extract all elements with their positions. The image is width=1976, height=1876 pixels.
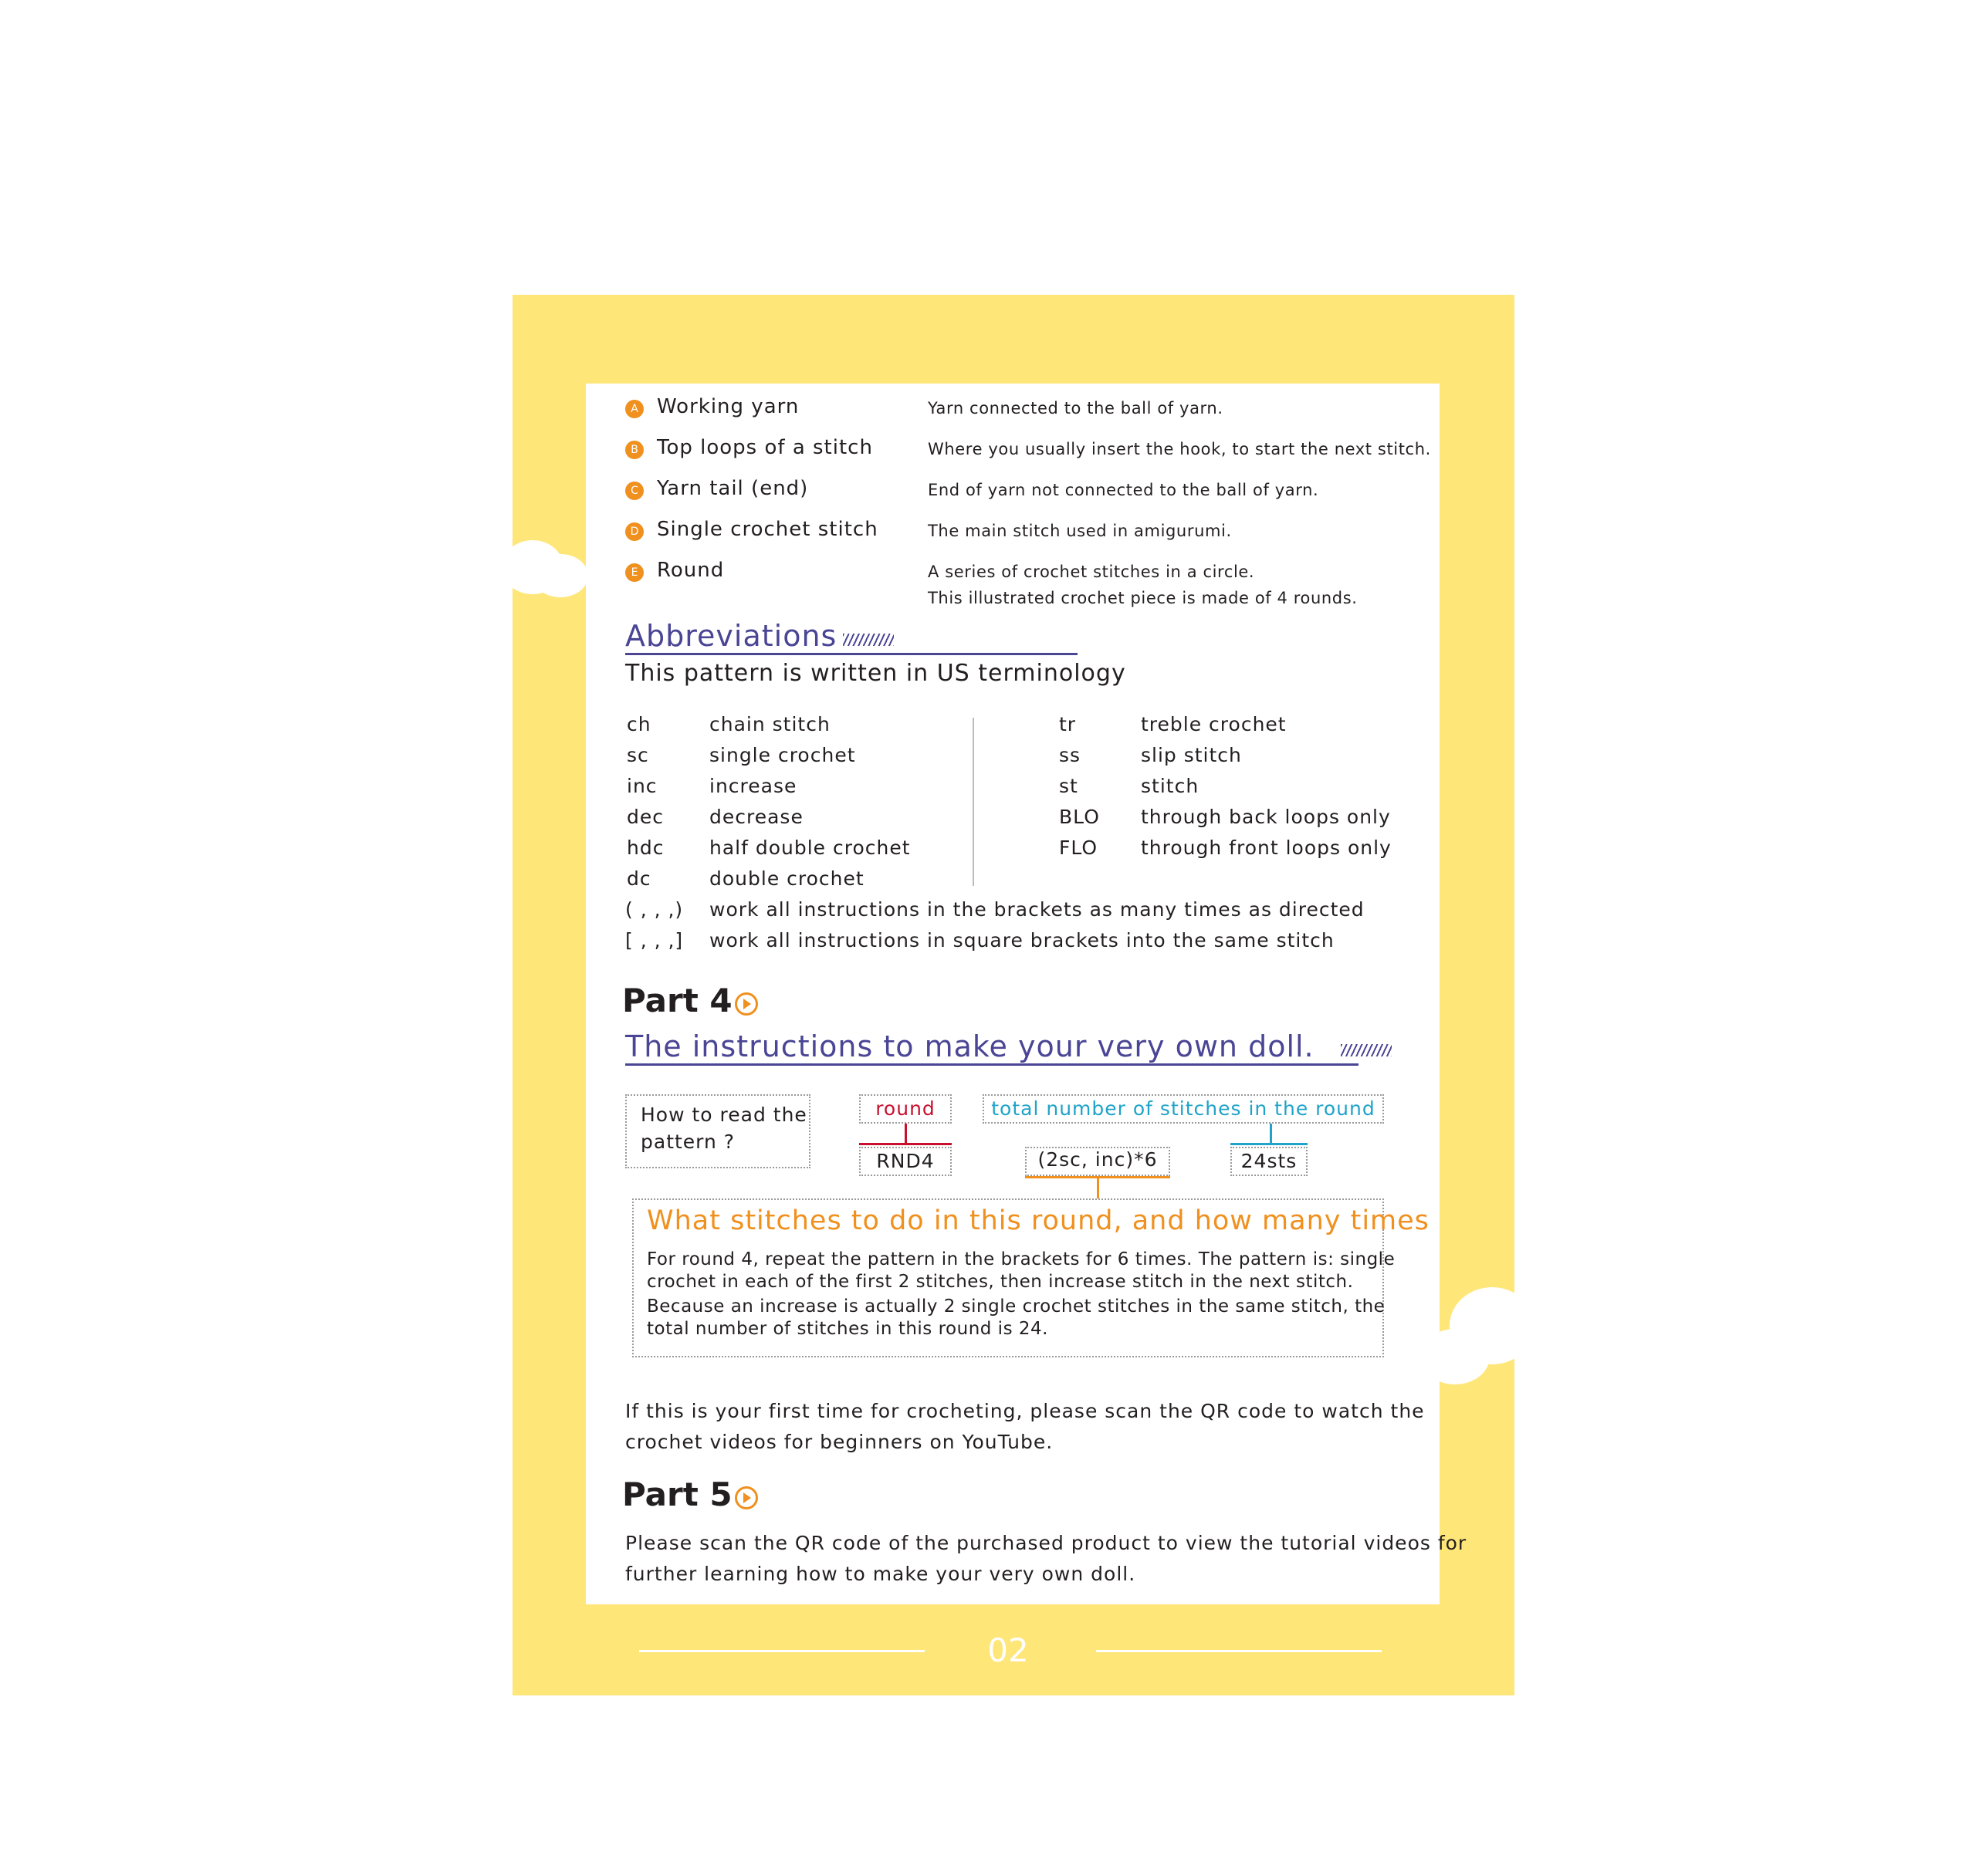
sts-value: 24sts — [1240, 1150, 1298, 1172]
abbr-code: ss — [1059, 744, 1081, 766]
badge-d-icon: D — [625, 522, 644, 541]
abbr-meaning: chain stitch — [709, 713, 831, 735]
abbr-meaning: decrease — [709, 806, 804, 828]
round-label: round — [875, 1097, 936, 1120]
abbr-code: [ , , ,] — [625, 929, 684, 952]
part4-title: Part 4 — [622, 982, 733, 1019]
abbr-code: tr — [1059, 713, 1077, 735]
abbr-code: inc — [627, 775, 658, 797]
glossary-desc: Yarn connected to the ball of yarn. — [928, 399, 1223, 417]
abbr-meaning: single crochet — [709, 744, 856, 766]
abbr-meaning: stitch — [1141, 775, 1199, 797]
page-number: 02 — [987, 1631, 1029, 1669]
explanation-line: total number of stitches in this round is 24. — [647, 1319, 1048, 1339]
abbr-meaning: work all instructions in square brackets into the same stitch — [709, 929, 1335, 952]
explanation-line: Because an increase is actually 2 single crochet stitches in the same stitch, the — [647, 1296, 1386, 1317]
how-to-read-line: How to read the — [641, 1104, 807, 1126]
cloud-left-2 — [533, 554, 588, 597]
round-connector — [859, 1143, 952, 1145]
pattern-connector — [1097, 1178, 1099, 1198]
title-underline — [625, 653, 1078, 655]
abbr-meaning: work all instructions in the brackets as many times as directed — [709, 898, 1365, 921]
badge-a-icon: A — [625, 400, 644, 418]
abbr-code: st — [1059, 775, 1078, 797]
glossary-term: Single crochet stitch — [657, 518, 878, 541]
beginner-note-line: If this is your first time for crocheting, please scan the QR code to watch the — [625, 1400, 1425, 1422]
total-label: total number of stitches in the round — [991, 1097, 1375, 1120]
part5-text-line: Please scan the QR code of the purchased product to view the tutorial videos for — [625, 1532, 1467, 1554]
glossary-term: Round — [657, 559, 725, 582]
abbreviations-title — [625, 619, 894, 653]
badge-e-icon: E — [625, 563, 644, 582]
abbr-code: ch — [627, 713, 651, 735]
part5-text-line: further learning how to make your very own doll. — [625, 1563, 1136, 1585]
glossary-desc: The main stitch used in amigurumi. — [928, 522, 1232, 540]
title-underline — [625, 1063, 1358, 1066]
pattern-value: (2sc, inc)*6 — [1037, 1148, 1158, 1171]
round-connector — [905, 1124, 907, 1144]
glossary-desc: This illustrated crochet piece is made of 4 rounds. — [928, 589, 1358, 607]
column-divider — [973, 718, 974, 886]
abbr-code: dc — [627, 867, 651, 890]
abbr-meaning: through back loops only — [1141, 806, 1391, 828]
abbr-meaning: treble crochet — [1141, 713, 1287, 735]
play-circle-icon — [735, 1486, 758, 1509]
abbr-meaning: double crochet — [709, 867, 864, 890]
part4-subtitle-text: The instructions to make your very own doll. — [625, 1029, 1315, 1063]
glossary-term: Yarn tail (end) — [657, 477, 809, 500]
play-circle-icon — [735, 992, 758, 1016]
abbr-code: dec — [627, 806, 664, 828]
rnd-value: RND4 — [876, 1150, 935, 1172]
hatch-decoration — [843, 634, 894, 646]
abbr-code: hdc — [627, 837, 665, 859]
abbreviations-subtitle: This pattern is written in US terminology — [625, 660, 1126, 687]
abbr-meaning: through front loops only — [1141, 837, 1392, 859]
abbr-code: FLO — [1059, 837, 1098, 859]
footer-line-left — [639, 1650, 925, 1652]
glossary-desc: Where you usually insert the hook, to start the next stitch. — [928, 440, 1431, 458]
glossary-term: Top loops of a stitch — [657, 436, 873, 459]
abbr-code: BLO — [1059, 806, 1100, 828]
explanation-title: What stitches to do in this round, and how many times — [647, 1205, 1430, 1236]
beginner-note-line: crochet videos for beginners on YouTube. — [625, 1431, 1054, 1453]
abbreviations-title-text: Abbreviations — [625, 619, 837, 653]
badge-c-icon: C — [625, 482, 644, 500]
badge-b-icon: B — [625, 441, 644, 459]
total-connector — [1270, 1124, 1272, 1144]
how-to-read-line: pattern ? — [641, 1131, 736, 1153]
part4-subtitle — [625, 1029, 1392, 1063]
abbr-meaning: half double crochet — [709, 837, 911, 859]
total-connector — [1230, 1143, 1308, 1145]
glossary-desc: A series of crochet stitches in a circle. — [928, 563, 1255, 581]
glossary-desc: End of yarn not connected to the ball of yarn. — [928, 481, 1319, 499]
abbr-code: ( , , ,) — [625, 898, 684, 921]
hatch-decoration — [1341, 1044, 1392, 1056]
abbr-code: sc — [627, 744, 649, 766]
part5-title: Part 5 — [622, 1475, 733, 1513]
explanation-line: For round 4, repeat the pattern in the brackets for 6 times. The pattern is: single — [647, 1249, 1396, 1269]
abbr-meaning: slip stitch — [1141, 744, 1242, 766]
glossary-term: Working yarn — [657, 395, 800, 418]
footer-line-right — [1096, 1650, 1382, 1652]
abbr-meaning: increase — [709, 775, 797, 797]
explanation-line: crochet in each of the first 2 stitches, then increase stitch in the next stitch. — [647, 1272, 1354, 1292]
